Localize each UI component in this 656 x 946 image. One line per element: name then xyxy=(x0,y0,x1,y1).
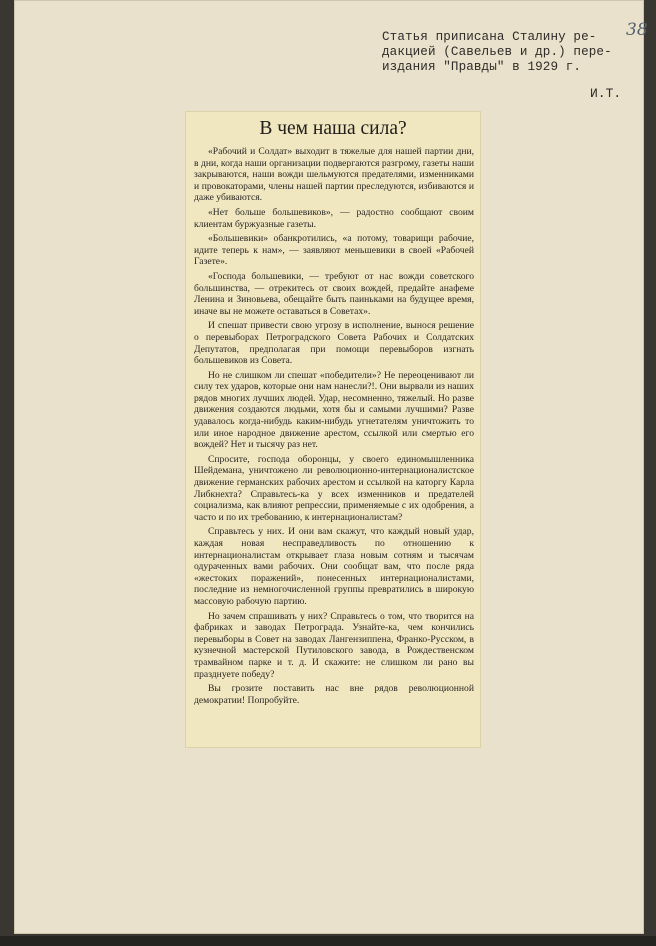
typed-note-line: издания "Правды" в 1929 г. xyxy=(382,60,582,74)
handwritten-sheet-number: 38 xyxy=(626,20,648,40)
article-paragraph: «Господа большевики, — требуют от нас вожди советского большинства, — отрекитесь от своих вождей, предайте анафеме Ленина и Зиновьева, обещайте быть паиньками на будущее время, иначе вы не можете оставаться в Советах». xyxy=(194,270,474,317)
typed-initials: И.Т. xyxy=(590,86,622,101)
article-title: В чем наша сила? xyxy=(259,118,407,139)
article-paragraph: Спросите, господа оборонцы, у своего единомышленника Шейдемана, уничтожено ли революционно-интернационалистское движение германских рабочих арестом и ссылкой на каторгу Карла Либкнехта? Справьтесь-ка у всех изменников и предателей социализма, как влияют репрессии, применяемые с их одобрения, а часто и по их требованию, к интернационалистам? xyxy=(194,453,474,523)
article-paragraph: «Рабочий и Солдат» выходит в тяжелые для нашей партии дни, в дни, когда наши организации подвергаются разгрому, газеты наши закрываются, наши вожди шельмуются предателями, изменниками и провокаторами, члены нашей партии преследуются, избиваются и даже убиваются. xyxy=(194,146,474,204)
typed-note-line: Статья приписана Сталину ре- xyxy=(382,30,597,44)
article-paragraph: «Нет больше большевиков», — радостно сообщают своим клиентам буржуазные газеты. xyxy=(194,206,474,230)
archive-sheet xyxy=(14,0,648,934)
typed-note-line: дакцией (Савельев и др.) пере- xyxy=(382,45,612,59)
article-paragraph: Вы грозите поставить нас вне рядов революционной демократии! Попробуйте. xyxy=(194,683,474,706)
typed-archival-note xyxy=(382,30,632,75)
article-paragraph: «Большевики» обанкротились, «а потому, товарищи рабочие, идите теперь к нам», — заявляют меньшевики в своей «Рабочей Газете». xyxy=(194,233,474,268)
scan-bottom-edge xyxy=(0,936,656,946)
article-paragraph: Справьтесь у них. И они вам скажут, что каждый новый удар, каждая новая несправедливость по отношению к интернационалистам открывает глаза новым сотням и тысячам одураченных вами рабочих. Они сообщат вам, что после ряда «жестоких поражений», понесенных интернационалистами, последние из немногочисленной группы превратились в широкую массовую рабочую партию. xyxy=(194,526,474,607)
newspaper-clipping xyxy=(186,112,480,747)
article-paragraph: Но не слишком ли спешат «победители»? Не переоценивают ли силу тех ударов, которые они нам нанесли?!. Они вырвали из наших рядов многих лучших людей. Удар, несомненно, тяжелый. Но разве движения создаются людьми, хотя бы и самыми лучшими? Разве удавалось когда-нибудь каким-нибудь угнетателям уничтожить то или иное народное движение арестом, ссылкой или смертью его вождей? Нет и тысячу раз нет. xyxy=(194,369,474,451)
article-paragraph: И спешат привести свою угрозу в исполнение, вынося решение о перевыборах Петроградского Совета Рабочих и Солдатских Депутатов, предполагая при помощи перевыборов изгнать большевиков из Совета. xyxy=(194,320,474,367)
article-paragraph: Но зачем спрашивать у них? Справьтесь о том, что творится на фабриках и заводах Петрограда. Узнайте-ка, чем кончились перевыборы в Совет на заводах Лангензиппена, Франко-Русском, в кузнечной мастерской Путиловского завода, в Рождественском трамвайном парке и т. д. И скажите: не слишком ли рано вы празднуете победу? xyxy=(194,610,474,680)
article-body xyxy=(194,146,474,709)
